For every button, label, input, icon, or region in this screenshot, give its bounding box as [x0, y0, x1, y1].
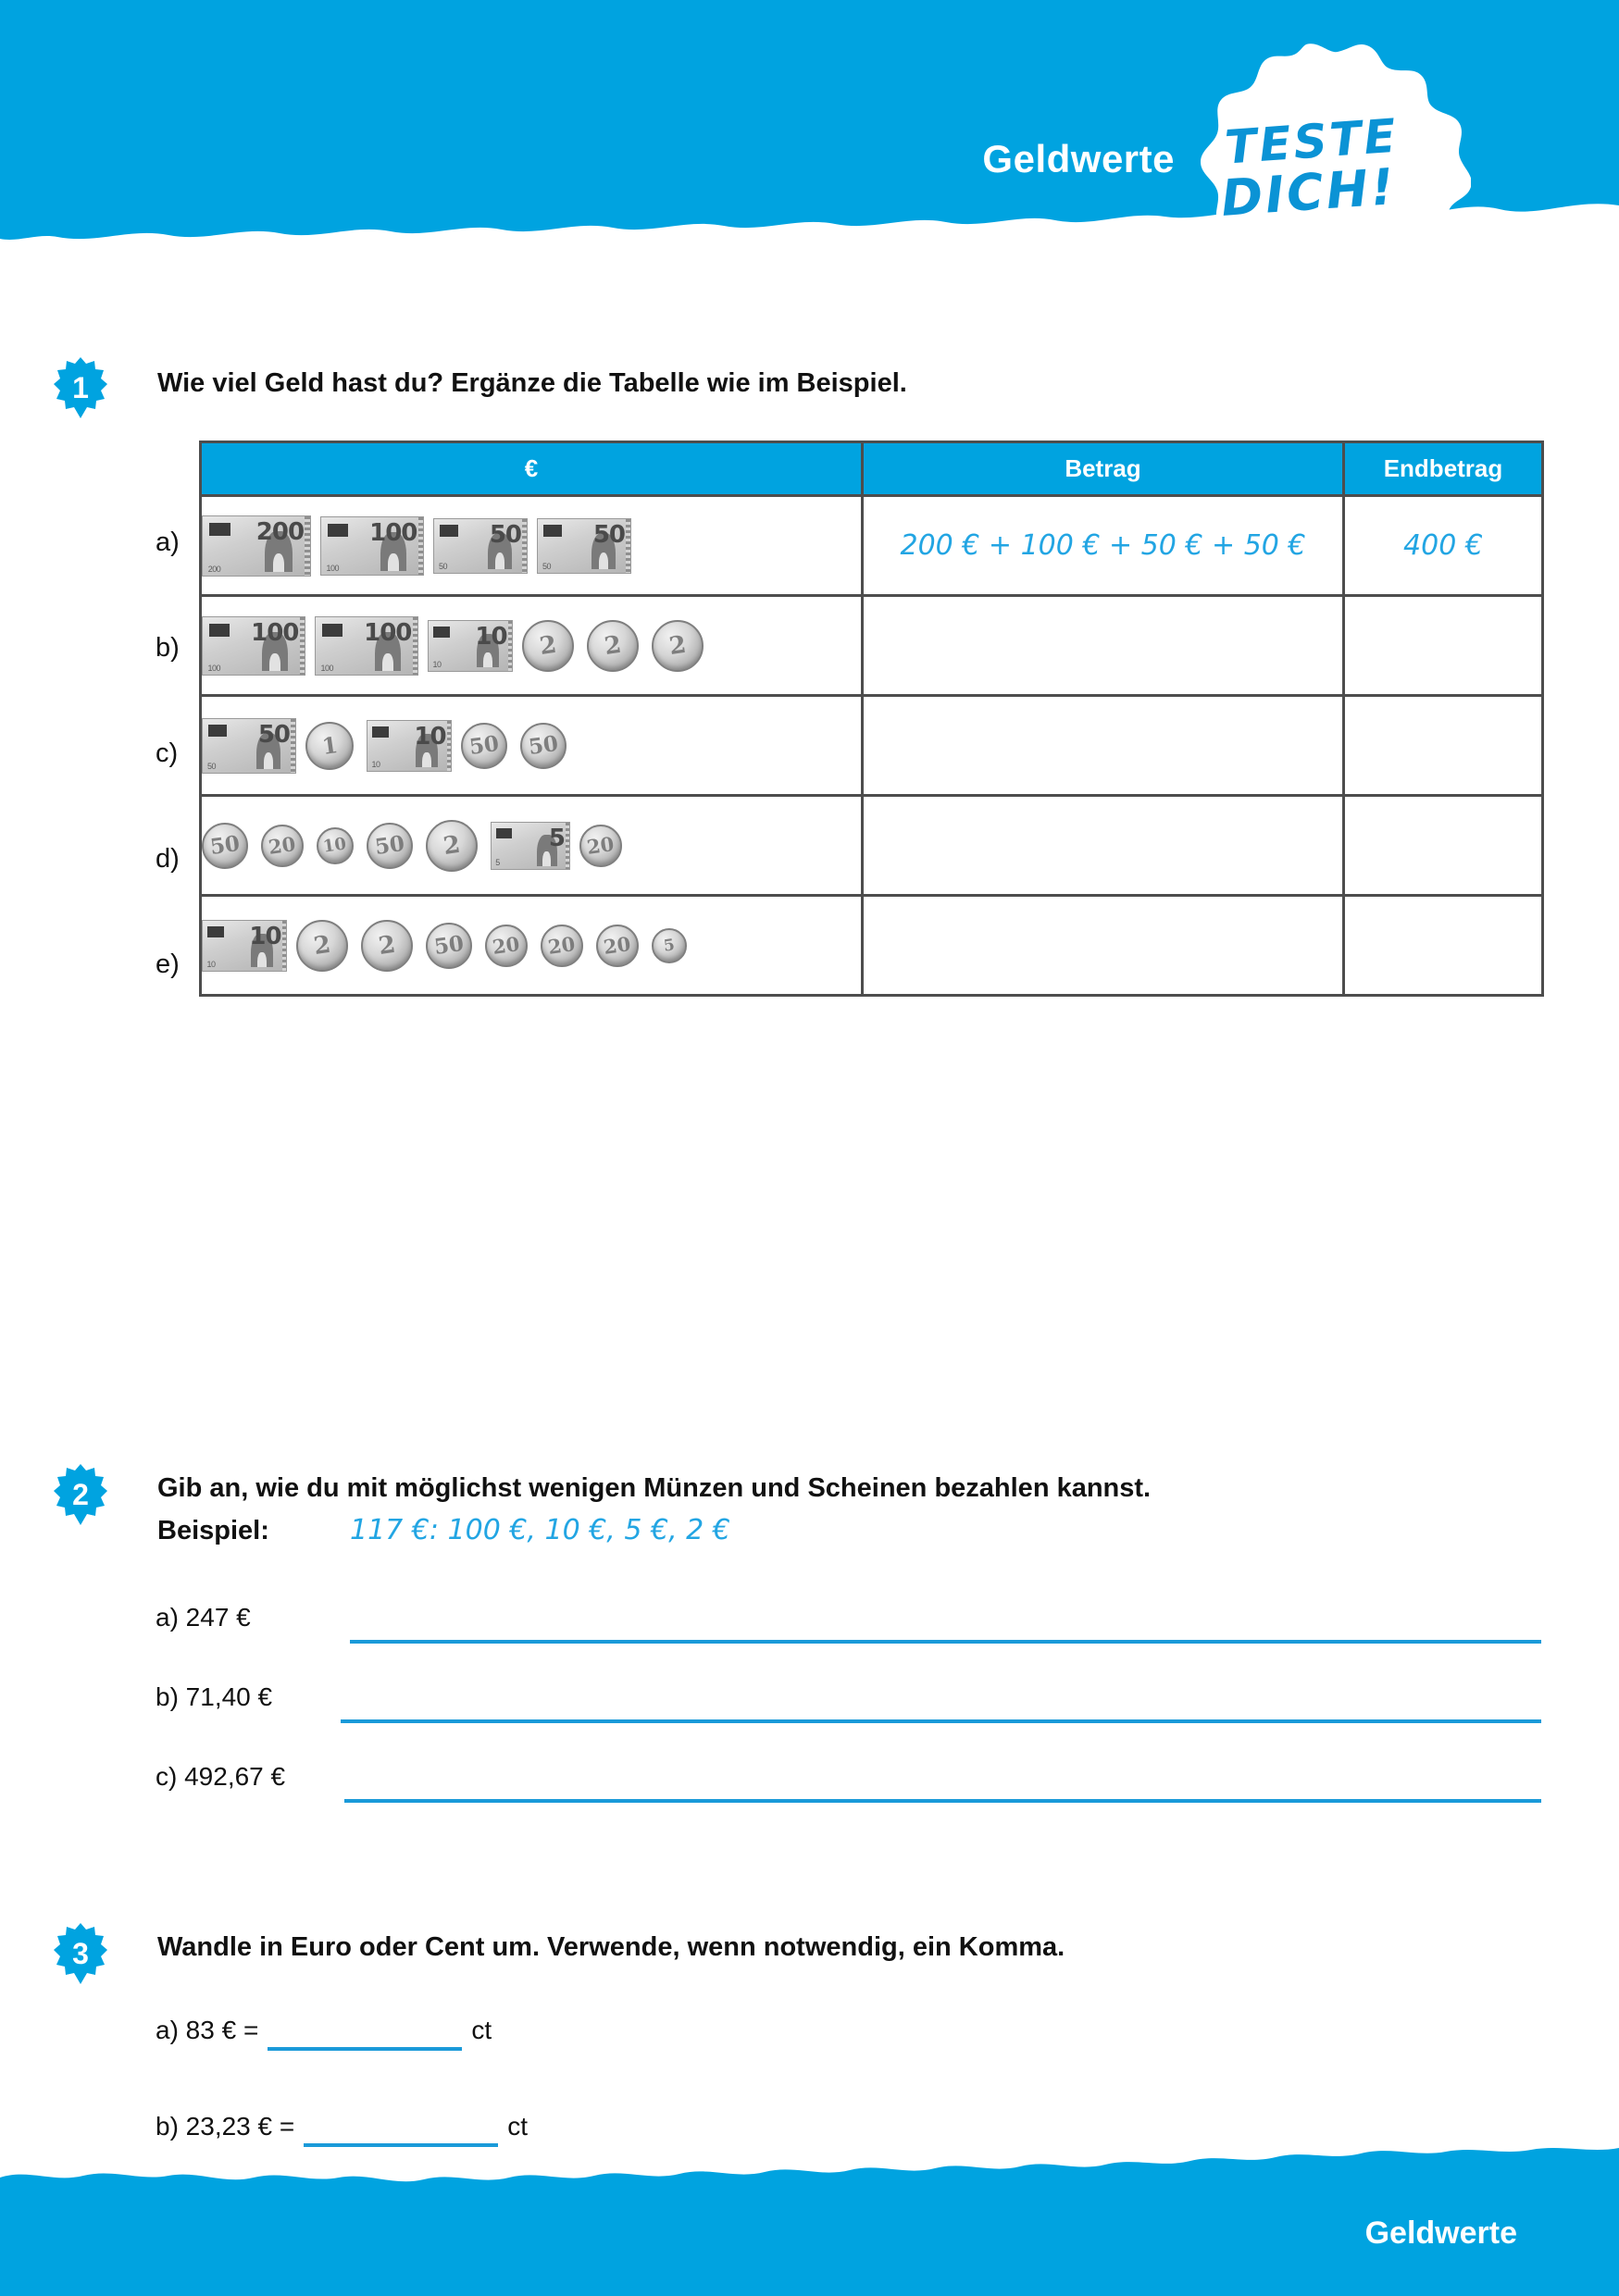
coin-denomination: 1	[319, 730, 340, 761]
banknote-10-euro	[367, 720, 452, 772]
endbetrag-answer-cell[interactable]	[1344, 496, 1543, 596]
note-security-strip	[508, 621, 513, 671]
note-security-strip	[291, 719, 295, 773]
note-security-strip	[626, 519, 630, 573]
exercise-2-item-label: a) 247 €	[156, 1603, 251, 1632]
coin-50	[461, 723, 507, 769]
coin-denomination: 2	[311, 930, 333, 961]
coin-20	[596, 925, 639, 967]
coin-denomination: 50	[467, 730, 501, 761]
exercise-1-number-badge	[54, 357, 107, 418]
exercise-2-number: 2	[72, 1478, 89, 1511]
exercise-2-answer-line[interactable]	[341, 1719, 1541, 1723]
coin-2	[361, 920, 413, 972]
note-microprint: 50	[207, 761, 217, 771]
exercise-1-prompt: Wie viel Geld hast du? Ergänze die Tabelle wie im Beispiel.	[157, 368, 907, 398]
endbetrag-answer-cell[interactable]	[1344, 896, 1543, 996]
table-row	[201, 696, 1543, 796]
note-denomination: 5	[548, 824, 565, 852]
coin-denomination: 5	[662, 935, 677, 956]
coin-2	[522, 620, 574, 672]
coin-denomination: 2	[602, 630, 624, 661]
note-security-strip	[305, 516, 310, 576]
note-denomination: 50	[489, 520, 521, 549]
exercise-2-answer-line[interactable]	[350, 1640, 1541, 1644]
note-hologram	[208, 725, 227, 737]
coin-denomination: 50	[208, 830, 242, 861]
table-row-label-e: e)	[156, 949, 180, 979]
betrag-answer-cell[interactable]	[863, 496, 1344, 596]
coin-denomination: 50	[527, 730, 560, 761]
note-denomination: 10	[249, 922, 281, 950]
endbetrag-answer-cell[interactable]	[1344, 796, 1543, 896]
coin-2	[296, 920, 348, 972]
endbetrag-answer-cell[interactable]	[1344, 696, 1543, 796]
note-microprint: 100	[326, 563, 340, 573]
page-header	[0, 0, 1619, 315]
coin-denomination: 2	[376, 930, 398, 961]
coin-20	[541, 925, 583, 967]
footer-title: Geldwerte	[1364, 2215, 1517, 2251]
banknote-10-euro	[428, 620, 513, 672]
coin-denomination: 20	[602, 932, 633, 959]
note-denomination: 10	[475, 622, 507, 651]
note-security-strip	[413, 617, 418, 675]
coin-50	[202, 823, 248, 869]
table-row	[201, 796, 1543, 896]
coin-denomination: 2	[666, 630, 689, 661]
exercise-3-number-badge	[54, 1923, 107, 1984]
coin-denomination: 20	[546, 932, 578, 959]
coin-50	[367, 823, 413, 869]
column-header-betrag: Betrag	[863, 442, 1344, 496]
note-microprint: 100	[207, 663, 221, 673]
money-items-cell	[201, 896, 863, 996]
money-items-cell	[201, 696, 863, 796]
money-items-list	[202, 699, 861, 793]
money-items-cell	[201, 496, 863, 596]
coin-50	[520, 723, 567, 769]
coin-denomination: 2	[441, 830, 463, 861]
note-security-strip	[566, 823, 569, 869]
money-items-list	[202, 599, 861, 693]
note-hologram	[322, 624, 342, 637]
note-hologram	[496, 828, 512, 838]
coin-2	[652, 620, 704, 672]
exercise-3-item-label: b) 23,23 € =	[156, 2112, 295, 2141]
banknote-100-euro	[320, 516, 424, 576]
note-microprint: 10	[432, 659, 442, 669]
coin-20	[485, 925, 528, 967]
note-hologram	[440, 525, 458, 537]
coin-denomination: 20	[491, 932, 522, 959]
footer-banner-shape	[0, 2111, 1619, 2296]
money-items-list	[202, 899, 861, 993]
table-row-label-a: a)	[156, 527, 180, 557]
exercise-2-answer-line[interactable]	[344, 1799, 1541, 1803]
coin-2	[587, 620, 639, 672]
note-microprint: 10	[371, 759, 380, 769]
exercise-3-prompt: Wandle in Euro oder Cent um. Verwende, wenn notwendig, ein Komma.	[157, 1932, 1065, 1962]
money-table	[199, 441, 1544, 997]
page-title: Geldwerte	[982, 137, 1175, 180]
coin-20	[261, 825, 304, 867]
banknote-100-euro	[202, 616, 305, 676]
note-security-strip	[418, 517, 424, 575]
note-microprint: 5	[495, 858, 500, 867]
table-row-label-b: b)	[156, 633, 180, 663]
exercise-2-example-label: Beispiel:	[157, 1516, 269, 1545]
note-denomination: 10	[414, 722, 446, 751]
note-hologram	[209, 523, 230, 536]
note-microprint: 50	[542, 561, 552, 571]
exercise-3-number: 3	[72, 1937, 89, 1970]
money-items-cell	[201, 796, 863, 896]
banknote-50-euro	[433, 518, 528, 574]
note-denomination: 50	[257, 720, 290, 749]
coin-denomination: 20	[585, 832, 616, 859]
endbetrag-answer-text: 400 €	[1403, 529, 1483, 562]
note-hologram	[207, 926, 224, 937]
exercise-3-answer-blank[interactable]	[268, 2017, 462, 2051]
note-microprint: 50	[439, 561, 448, 571]
coin-50	[426, 923, 472, 969]
betrag-answer-cell[interactable]	[863, 696, 1344, 796]
exercise-3-item-label: a) 83 € =	[156, 2016, 259, 2044]
badge-line-2: DICH!	[1219, 156, 1399, 228]
note-denomination: 100	[251, 618, 299, 647]
note-denomination: 100	[364, 618, 412, 647]
table-row	[201, 896, 1543, 996]
exercise-3-item	[156, 2016, 492, 2051]
teste-dich-badge	[1195, 108, 1433, 228]
banknote-100-euro	[315, 616, 418, 676]
note-hologram	[209, 624, 230, 637]
note-denomination: 200	[255, 518, 305, 547]
banknote-50-euro	[537, 518, 631, 574]
exercise-2-example-value: 117 €: 100 €, 10 €, 5 €, 2 €	[350, 1514, 730, 1546]
banknote-200-euro	[202, 515, 311, 577]
banknote-50-euro	[202, 718, 296, 774]
note-security-strip	[447, 721, 452, 771]
banknote-5-euro	[491, 822, 570, 870]
badge-line-1: TESTE	[1223, 108, 1401, 175]
exercise-2-prompt: Gib an, wie du mit möglichst wenigen Münzen und Scheinen bezahlen kannst.	[157, 1473, 1152, 1503]
column-header-euro: €	[201, 442, 863, 496]
money-items-list	[202, 499, 861, 593]
coin-1	[305, 722, 354, 770]
money-items-list	[202, 799, 861, 893]
note-security-strip	[300, 617, 305, 675]
betrag-answer-cell[interactable]	[863, 896, 1344, 996]
coin-denomination: 20	[267, 832, 298, 859]
table-row	[201, 596, 1543, 696]
exercise-2-item-label: b) 71,40 €	[156, 1682, 273, 1711]
note-hologram	[433, 627, 450, 638]
coin-5	[652, 928, 687, 963]
exercise-2-item-label: c) 492,67 €	[156, 1762, 286, 1791]
exercise-3-unit-label: ct	[471, 2016, 492, 2044]
note-security-strip	[282, 921, 287, 971]
note-hologram	[328, 524, 348, 537]
endbetrag-answer-cell[interactable]	[1344, 596, 1543, 696]
table-row-label-d: d)	[156, 844, 180, 874]
betrag-answer-cell[interactable]	[863, 596, 1344, 696]
banknote-10-euro	[202, 920, 287, 972]
coin-denomination: 10	[322, 834, 348, 857]
note-microprint: 100	[320, 663, 334, 673]
coin-denomination: 50	[373, 830, 406, 861]
exercise-3-unit-label: ct	[507, 2112, 529, 2141]
note-denomination: 50	[592, 520, 625, 549]
table-row	[201, 496, 1543, 596]
note-denomination: 100	[369, 518, 417, 547]
coin-denomination: 50	[432, 930, 466, 961]
betrag-answer-cell[interactable]	[863, 796, 1344, 896]
note-microprint: 10	[206, 959, 216, 969]
money-table-header-row	[201, 442, 1543, 496]
coin-2	[426, 820, 478, 872]
coin-10	[317, 827, 354, 864]
betrag-answer-text: 200 € + 100 € + 50 € + 50 €	[900, 529, 1306, 562]
money-items-cell	[201, 596, 863, 696]
note-hologram	[372, 726, 389, 738]
coin-20	[579, 825, 622, 867]
coin-denomination: 2	[537, 630, 559, 661]
table-row-label-c: c)	[156, 738, 179, 768]
note-hologram	[543, 525, 562, 537]
page-footer	[0, 2111, 1619, 2296]
note-microprint: 200	[207, 564, 221, 574]
note-security-strip	[522, 519, 527, 573]
exercise-2-number-badge	[54, 1464, 107, 1525]
exercise-1-number: 1	[72, 371, 89, 404]
column-header-endbetrag: Endbetrag	[1344, 442, 1543, 496]
